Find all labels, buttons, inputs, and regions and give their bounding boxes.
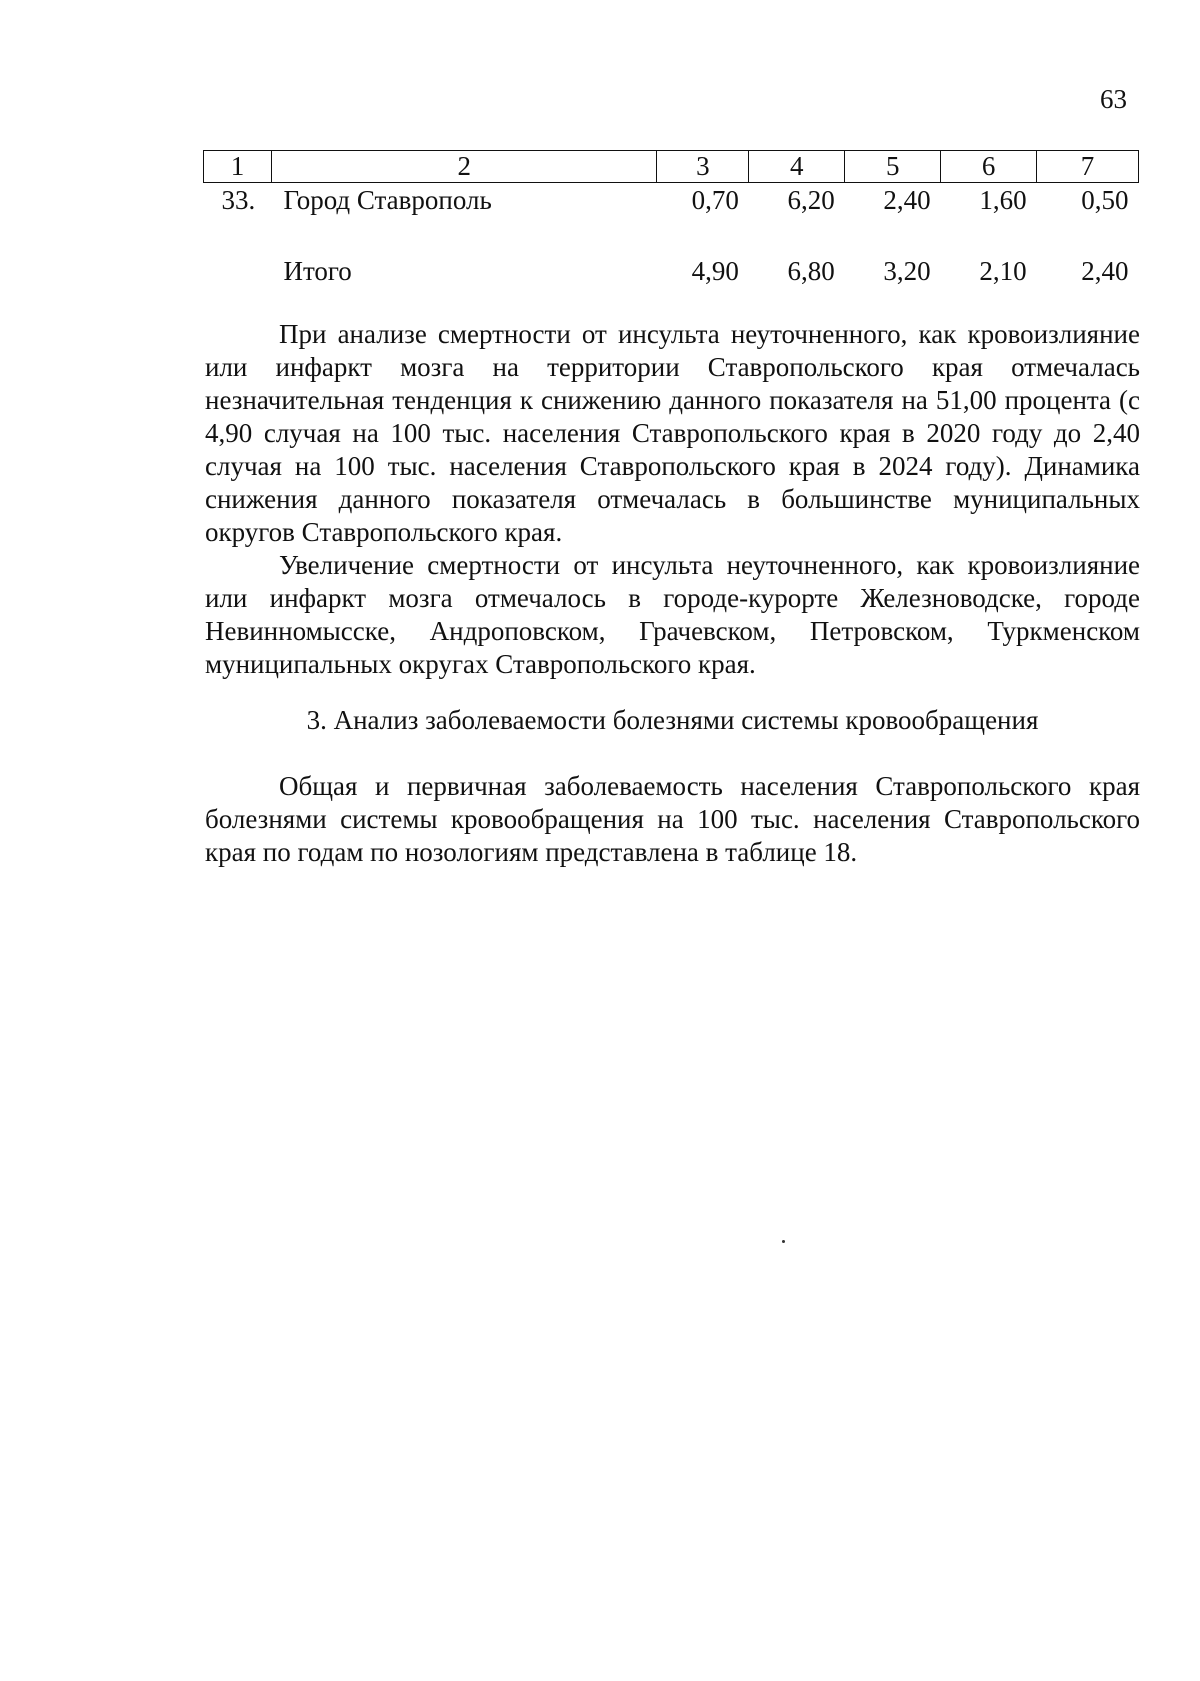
row-value: 0,50 <box>1081 185 1129 215</box>
closing-text <box>205 770 1140 869</box>
row-value: 6,20 <box>787 185 835 215</box>
row-value: 6,80 <box>787 256 835 286</box>
row-value: 0,70 <box>691 185 739 215</box>
row-index <box>204 225 272 289</box>
table-row <box>204 183 1139 226</box>
row-value: 2,10 <box>979 256 1027 286</box>
row-value: 3,20 <box>883 256 931 286</box>
table-header <box>204 151 1139 183</box>
row-value: 2,40 <box>1081 256 1129 286</box>
table-header-cell: 5 <box>845 151 941 183</box>
table-header-cell: 4 <box>749 151 845 183</box>
table-header-cell: 7 <box>1037 151 1139 183</box>
table-header-cell: 1 <box>204 151 272 183</box>
table-header-cell: 6 <box>941 151 1037 183</box>
row-value: 1,60 <box>979 185 1027 215</box>
row-value: 2,40 <box>883 185 931 215</box>
table-row-total <box>204 225 1139 289</box>
body-text <box>205 318 1140 681</box>
row-name: Город Ставрополь <box>283 185 492 215</box>
paragraph: При анализе смертности от инсульта неуточненного, как кровоизлияние или инфаркт мозга на территории Ставропольского края отмечалась незначительная тенденция к снижению данного показателя на 51,00 процента (с 4,90 случая на 100 тыс. населения Ставропольского края в 2020 году до 2,40 случая на 100 тыс. населения Ставропольского края в 2024 году). Динамика снижения данного показателя отмечалась в большинстве муниципальных округов Ставропольского края. <box>205 319 1140 547</box>
row-name: Итого <box>283 256 352 286</box>
row-index: 33. <box>221 185 256 215</box>
scan-speck <box>782 1240 785 1243</box>
paragraph: Увеличение смертности от инсульта неуточненного, как кровоизлияние или инфаркт мозга отмечалось в городе-курорте Железноводске, городе Невинномысске, Андроповском, Грачевском, Петровском, Туркменском муниципальных округах Ставропольского края. <box>205 550 1140 679</box>
data-table <box>203 150 1139 289</box>
paragraph: Общая и первичная заболеваемость населения Ставропольского края болезнями системы кровообращения на 100 тыс. населения Ставропольского края по годам по нозологиям представлена в таблице 18. <box>205 771 1140 867</box>
table-header-cell: 2 <box>271 151 656 183</box>
page-number: 63 <box>1100 84 1127 114</box>
section-heading: 3. Анализ заболеваемости болезнями системы кровообращения <box>306 705 1039 735</box>
table-header-cell: 3 <box>657 151 749 183</box>
row-value: 4,90 <box>691 256 739 286</box>
